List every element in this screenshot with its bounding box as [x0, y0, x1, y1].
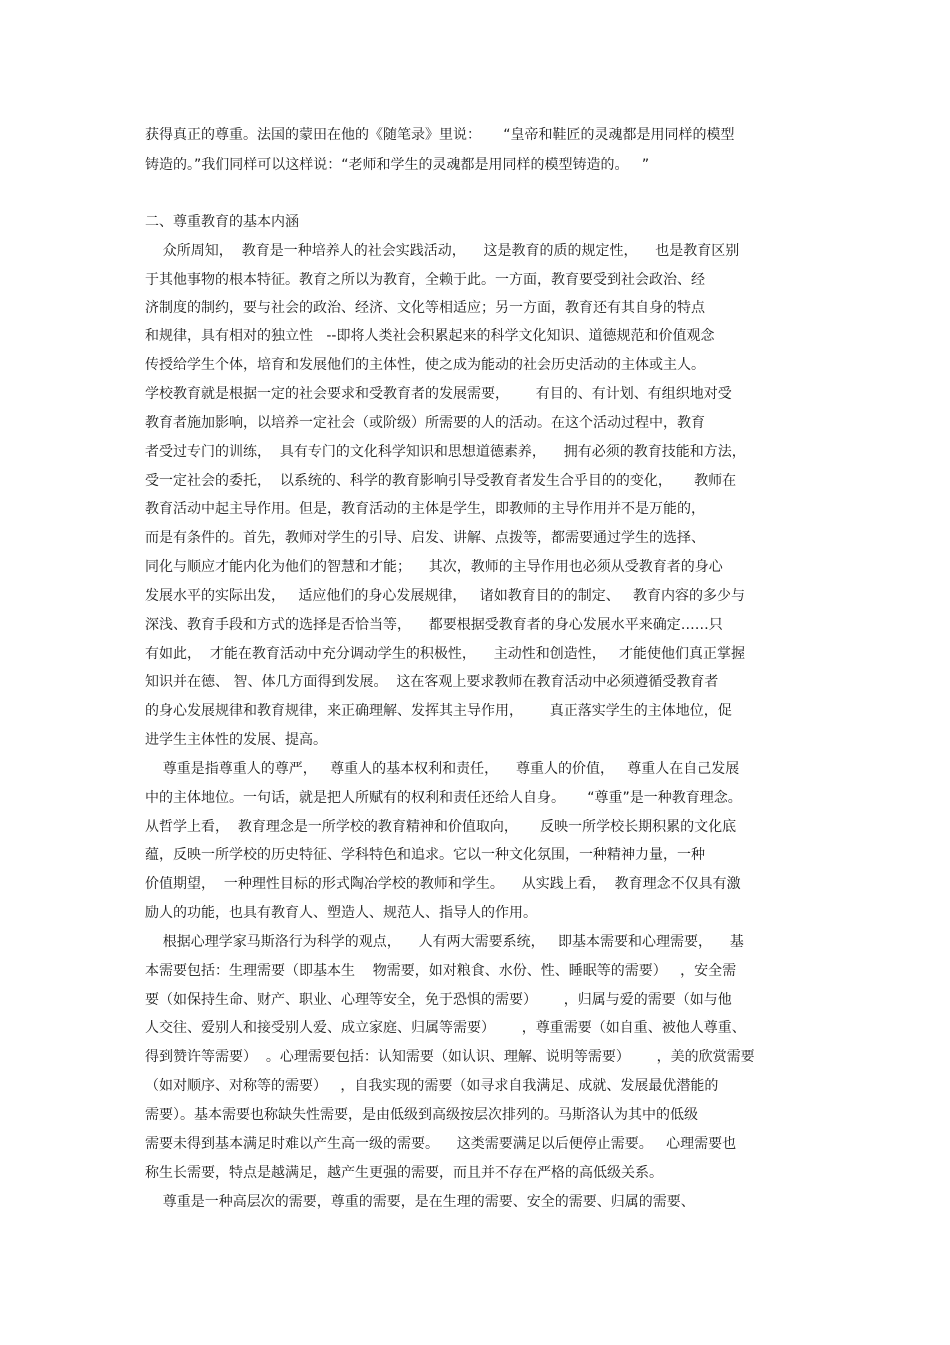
- text-line: 铸造的。”我们同样可以这样说：“老师和学生的灵魂都是用同样的模型铸造的。 ”: [145, 157, 650, 173]
- text-line: 要（如保持生命、财产、职业、心理等安全，免于恐惧的需要） ，归属与爱的需要（如与他: [145, 992, 732, 1008]
- text-line: 尊重是指尊重人的尊严， 尊重人的基本权利和责任， 尊重人的价值， 尊重人在自己发展: [145, 761, 740, 777]
- text-line: 者受过专门的训练， 具有专门的文化科学知识和思想道德素养， 拥有必须的教育技能和方法，: [145, 444, 746, 460]
- text-line: 同化与顺应才能内化为他们的智慧和才能； 其次，教师的主导作用也必须从受教育者的身心: [145, 559, 723, 575]
- text-line: 众所周知， 教育是一种培养人的社会实践活动， 这是教育的质的规定性， 也是教育区别: [145, 243, 740, 259]
- text-line: 受一定社会的委托， 以系统的、科学的教育影响引导受教育者发生合乎目的的变化， 教师在: [145, 473, 737, 489]
- text-line: 知识并在德、 智、体几方面得到发展。 这在客观上要求教师在教育活动中必须遵循受教育者: [145, 674, 719, 690]
- text-line: 本需要包括：生理需要（即基本生 物需要，如对粮食、水份、性、睡眠等的需要） ，安全需: [145, 963, 737, 979]
- text-line: 和规律，具有相对的独立性 --即将人类社会积累起来的科学文化知识、道德规范和价值观念: [145, 328, 715, 344]
- text-line: 人交往、爱别人和接受别人爱、成立家庭、归属等需要） ，尊重需要（如自重、被他人尊重、: [145, 1020, 746, 1036]
- text-line: 发展水平的实际出发， 适应他们的身心发展规律， 诸如教育目的的制定、 教育内容的多少与: [145, 588, 746, 604]
- text-line: 有如此， 才能在教育活动中充分调动学生的积极性， 主动性和创造性， 才能使他们真正掌握: [145, 646, 746, 662]
- text-line: 中的主体地位。一句话，就是把人所赋有的权利和责任还给人自身。 “尊重”是一种教育理念。: [145, 790, 742, 806]
- text-line: 需要）。基本需要也称缺失性需要，是由低级到高级按层次排列的。马斯洛认为其中的低级: [145, 1107, 698, 1123]
- text-line: 需要未得到基本满足时难以产生高一级的需要。 这类需要满足以后便停止需要。 心理需要也: [145, 1136, 737, 1152]
- text-line: 深浅、教育手段和方式的选择是否恰当等， 都要根据受教育者的身心发展水平来确定……只: [145, 617, 723, 633]
- text-line: 根据心理学家马斯洛行为科学的观点， 人有两大需要系统， 即基本需要和心理需要， 基: [145, 934, 744, 950]
- text-line: 传授给学生个体，培育和发展他们的主体性，使之成为能动的社会历史活动的主体或主人。: [145, 357, 705, 373]
- text-line: 尊重是一种高层次的需要，尊重的需要，是在生理的需要、安全的需要、归属的需要、: [145, 1194, 695, 1210]
- text-line: 蕴，反映一所学校的历史特征、学科特色和追求。它以一种文化氛围，一种精神力量，一种: [145, 847, 705, 863]
- text-line: 教育活动中起主导作用。但是，教育活动的主体是学生，即教师的主导作用并不是万能的，: [145, 501, 705, 517]
- section-heading: 二、尊重教育的基本内涵: [145, 214, 299, 230]
- text-line: 称生长需要，特点是越满足，越产生更强的需要，而且并不存在严格的高低级关系。: [145, 1165, 663, 1181]
- text-line: 而是有条件的。首先，教师对学生的引导、启发、讲解、点拨等，都需要通过学生的选择、: [145, 530, 705, 546]
- text-line: 从哲学上看， 教育理念是一所学校的教育精神和价值取向， 反映一所学校长期积累的文化底: [145, 819, 737, 835]
- text-line: 教育者施加影响，以培养一定社会（或阶级）所需要的人的活动。在这个活动过程中，教育: [145, 415, 705, 431]
- text-line: （如对顺序、对称等的需要） ，自我实现的需要（如寻求自我满足、成就、发展最优潜能的: [145, 1078, 719, 1094]
- text-line: 进学生主体性的发展、提高。: [145, 732, 327, 748]
- text-line: 济制度的制约，要与社会的政治、经济、文化等相适应；另一方面，教育还有其自身的特点: [145, 300, 705, 316]
- text-line: 获得真正的尊重。法国的蒙田在他的《随笔录》里说： “皇帝和鞋匠的灵魂都是用同样的模型: [145, 127, 735, 143]
- text-line: 得到赞许等需要） 。心理需要包括：认知需要（如认识、理解、说明等需要） ，美的欣赏需要: [145, 1049, 755, 1065]
- text-line: 励人的功能，也具有教育人、塑造人、规范人、指导人的作用。: [145, 905, 537, 921]
- text-line: 学校教育就是根据一定的社会要求和受教育者的发展需要， 有目的、有计划、有组织地对受: [145, 386, 732, 402]
- text-line: 于其他事物的根本特征。教育之所以为教育，全赖于此。一方面，教育要受到社会政治、经: [145, 272, 705, 288]
- text-line: 价值期望， 一种理性目标的形式陶冶学校的教师和学生。 从实践上看， 教育理念不仅具有激: [145, 876, 741, 892]
- text-line: 的身心发展规律和教育规律，来正确理解、发挥其主导作用， 真正落实学生的主体地位，促: [145, 703, 732, 719]
